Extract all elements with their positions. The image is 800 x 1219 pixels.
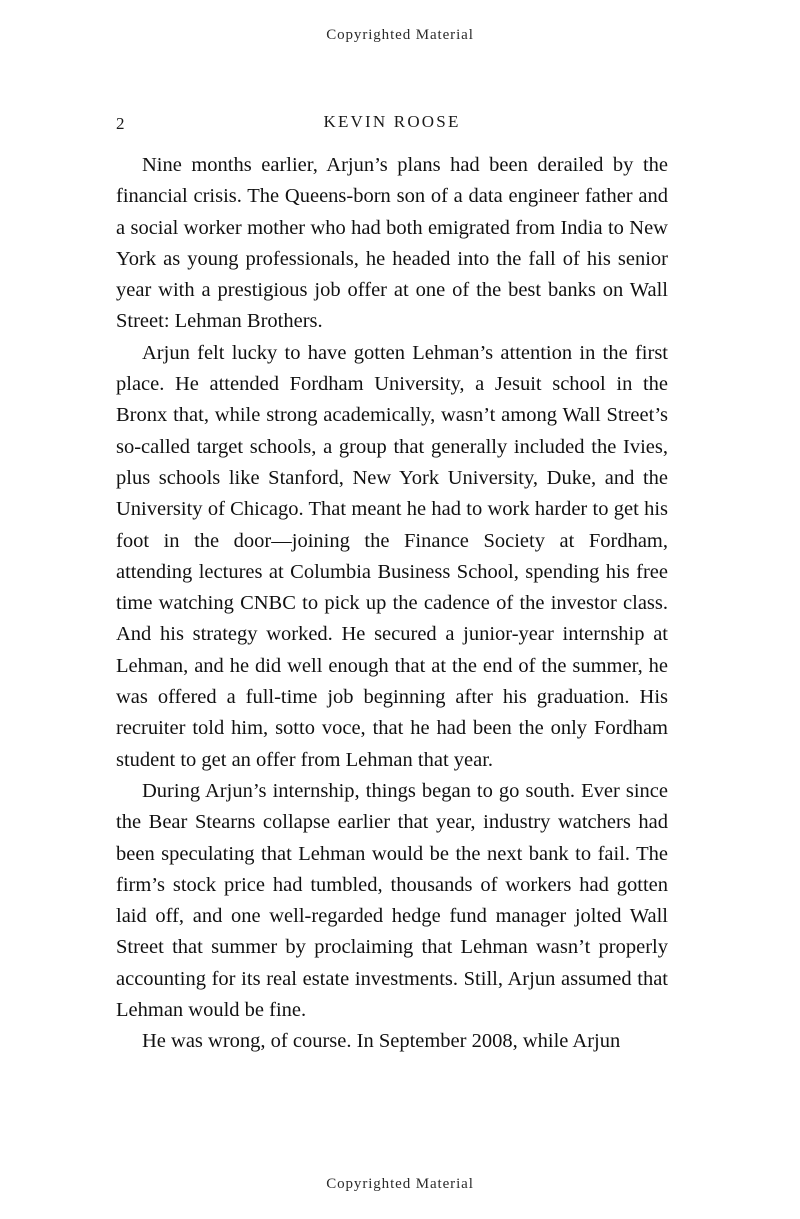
paragraph: Arjun felt lucky to have gotten Lehman’s attention in the first place. He attended Fordham University, a Jesuit school in the Bronx that, while strong academically, wasn’t among Wall Street’s so-called target schools, a group that generally included the Ivies, plus schools like Stanford, New York University, Duke, and the University of Chicago. That meant he had to work harder to get his foot in the door—joining the Finance Society at Fordham, attending lectures at Columbia Business School, spending his free time watching CNBC to pick up the cadence of the investor class. And his strategy worked. He secured a junior-year internship at Lehman, and he did well enough that at the end of the summer, he was offered a full-time job beginning after his graduation. His recruiter told him, sotto voce, that he had been the only Fordham student to get an offer from Lehman that year. — [116, 341, 668, 771]
paragraph: Nine months earlier, Arjun’s plans had been derailed by the financial crisis. The Queens-born son of a data engineer father and a social worker mother who had both emigrated from India to New York as young professionals, he headed into the fall of his senior year with a prestigious job offer at one of the best banks on Wall Street: Lehman Brothers. — [116, 154, 668, 333]
running-head — [116, 112, 668, 134]
page-number: 2 — [116, 114, 125, 133]
paragraph: During Arjun’s internship, things began to go south. Ever since the Bear Stearns collapse earlier that year, industry watchers had been speculating that Lehman would be the next bank to fail. The firm’s stock price had tumbled, thousands of workers had gotten laid off, and one well-regarded hedge fund manager jolted Wall Street that summer by proclaiming that Lehman wasn’t properly accounting for its real estate investments. Still, Arjun assumed that Lehman would be fine. — [116, 779, 668, 1022]
paragraph: He was wrong, of course. In September 2008, while Arjun — [142, 1030, 621, 1053]
copyright-watermark-top: Copyrighted Material — [326, 27, 474, 43]
running-head-author: KEVIN ROOSE — [323, 112, 461, 131]
copyright-watermark-bottom: Copyrighted Material — [326, 1176, 474, 1192]
body-text — [116, 150, 668, 1058]
